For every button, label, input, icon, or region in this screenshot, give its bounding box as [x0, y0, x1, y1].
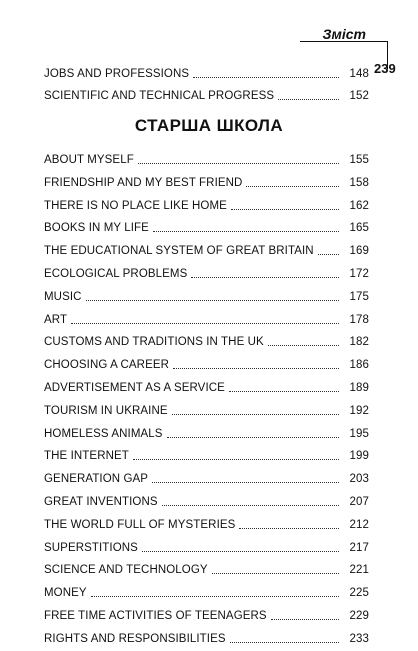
toc-entry-title: CUSTOMS AND TRADITIONS IN THE UK [44, 336, 264, 349]
dot-leader [91, 582, 339, 597]
dot-leader [167, 423, 339, 438]
dot-leader [271, 605, 339, 620]
toc-entry [44, 148, 369, 171]
toc-list-top [44, 62, 369, 106]
toc-entry [44, 490, 369, 513]
dot-leader [133, 445, 339, 460]
dot-leader [278, 85, 339, 100]
dot-leader [142, 537, 339, 552]
toc-entry-title: HOMELESS ANIMALS [44, 427, 163, 440]
toc-entry-page: 155 [349, 154, 369, 166]
toc-entry-page: 182 [349, 336, 369, 349]
toc-entry-title: SUPERSTITIONS [44, 541, 138, 554]
toc-entry-page: 203 [349, 473, 369, 486]
toc-entry-page: 178 [349, 313, 369, 326]
toc-entry-page: 233 [349, 632, 369, 645]
toc-entry-page: 212 [349, 518, 369, 531]
toc-entry-page: 217 [349, 541, 369, 554]
toc-entry-title: THERE IS NO PLACE LIKE HOME [44, 199, 227, 212]
toc-entry-page: 192 [349, 404, 369, 417]
toc-entry-title: TOURISM IN UKRAINE [44, 404, 168, 417]
toc-entry [44, 353, 369, 376]
dot-leader [173, 354, 339, 369]
dot-leader [193, 63, 339, 78]
toc-entry-title: THE WORLD FULL OF MYSTERIES [44, 518, 236, 531]
dot-leader [162, 491, 339, 506]
toc-entry [44, 171, 369, 194]
toc-list-main [44, 148, 369, 650]
toc-entry-page: 175 [349, 290, 369, 303]
toc-entry [44, 422, 369, 445]
toc-entry-page: 186 [349, 359, 369, 372]
toc-entry-page: 229 [349, 609, 369, 622]
toc-entry [44, 399, 369, 422]
toc-entry [44, 285, 369, 308]
dot-leader [86, 286, 339, 301]
toc-entry-title: ART [44, 313, 68, 326]
toc-entry [44, 84, 369, 106]
toc-entry [44, 239, 369, 262]
toc-entry [44, 330, 369, 353]
dot-leader [191, 263, 339, 278]
running-head-rule [300, 41, 388, 42]
toc-entry-title: MONEY [44, 587, 87, 600]
toc-entry [44, 308, 369, 331]
dot-leader [231, 195, 339, 210]
dot-leader [229, 377, 339, 392]
toc-entry [44, 62, 369, 84]
toc-entry [44, 467, 369, 490]
dot-leader [212, 559, 339, 574]
toc-entry-title: GREAT INVENTIONS [44, 495, 158, 508]
toc-entry-page: 195 [349, 427, 369, 440]
toc-entry-title: MUSIC [44, 290, 82, 303]
toc-entry-page: 207 [349, 495, 369, 508]
toc-entry-page: 148 [349, 68, 369, 80]
toc-entry-page: 221 [349, 564, 369, 577]
toc-entry [44, 444, 369, 467]
toc-entry-page: 172 [349, 267, 369, 280]
running-head-title: Зміст [322, 26, 366, 42]
section-heading: СТАРША ШКОЛА [134, 116, 284, 135]
toc-entry-title: ECOLOGICAL PROBLEMS [44, 267, 188, 280]
toc-entry-title: THE INTERNET [44, 450, 129, 463]
dot-leader [268, 331, 339, 346]
toc-entry-title: THE EDUCATIONAL SYSTEM OF GREAT BRITAIN [44, 245, 314, 258]
toc-entry-page: 165 [349, 222, 369, 235]
toc-entry-page: 158 [349, 176, 369, 189]
dot-leader [71, 309, 339, 324]
toc-entry-title: SCIENTIFIC AND TECHNICAL PROGRESS [44, 90, 275, 102]
toc-entry [44, 558, 369, 581]
toc-entry-title: RIGHTS AND RESPONSIBILITIES [44, 632, 226, 645]
dot-leader [318, 240, 339, 255]
toc-entry-title: FREE TIME ACTIVITIES OF TEENAGERS [44, 609, 267, 622]
dot-leader [239, 514, 339, 529]
dot-leader [153, 217, 339, 232]
dot-leader [138, 149, 339, 164]
dot-leader [246, 172, 339, 187]
dot-leader [172, 400, 339, 415]
toc-entry-page: 199 [349, 450, 369, 463]
toc-entry-page: 162 [349, 199, 369, 212]
page-number: 239 [374, 61, 396, 76]
toc-entry-page: 152 [349, 90, 369, 102]
toc-entry-title: GENERATION GAP [44, 473, 149, 486]
toc-entry-title: JOBS AND PROFESSIONS [44, 68, 190, 80]
toc-entry-title: ADVERTISEMENT AS A SERVICE [44, 381, 225, 394]
toc-entry-title: ABOUT MYSELF [44, 154, 134, 166]
dot-leader [230, 628, 339, 643]
toc-entry [44, 627, 369, 650]
toc-entry [44, 216, 369, 239]
toc-entry [44, 194, 369, 217]
dot-leader [152, 468, 339, 483]
toc-entry [44, 376, 369, 399]
toc-entry [44, 604, 369, 627]
toc-entry [44, 262, 369, 285]
toc-entry-title: CHOOSING A CAREER [44, 359, 170, 372]
toc-entry-page: 225 [349, 587, 369, 600]
toc-entry-title: BOOKS IN MY LIFE [44, 222, 149, 235]
toc-entry-title: FRIENDSHIP AND MY BEST FRIEND [44, 176, 243, 189]
toc-entry [44, 536, 369, 559]
toc-entry [44, 581, 369, 604]
toc-entry-page: 189 [349, 381, 369, 394]
toc-entry-title: SCIENCE AND TECHNOLOGY [44, 564, 208, 577]
toc-entry-page: 169 [349, 245, 369, 258]
toc-entry [44, 513, 369, 536]
